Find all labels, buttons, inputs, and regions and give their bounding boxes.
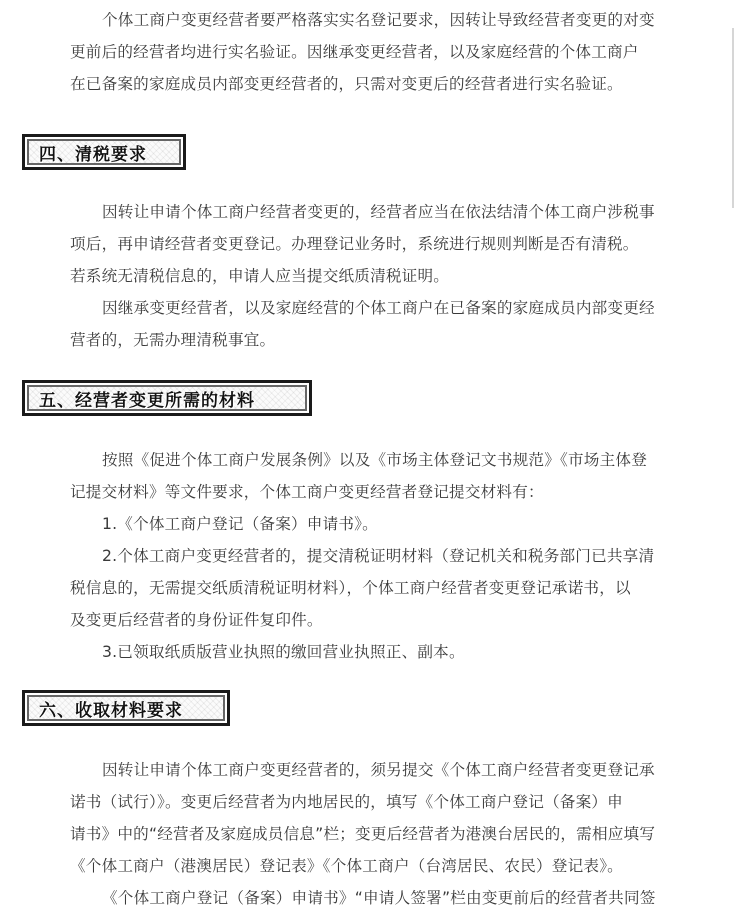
paragraph-line: 更前后的经营者均进行实名验证。因继承变更经营者，以及家庭经营的个体工商户 [70, 43, 639, 61]
paragraph-line: 《个体工商户（港澳居民）登记表》《个体工商户（台湾居民、农民）登记表》。 [70, 857, 623, 875]
paragraph-line: 1.《个体工商户登记（备案）申请书》。 [102, 515, 378, 533]
paragraph-line: 在已备案的家庭成员内部变更经营者的，只需对变更后的经营者进行实名验证。 [70, 75, 623, 93]
section-heading-text: 六、收取材料要求 [39, 700, 183, 721]
paragraph-line: 因继承变更经营者，以及家庭经营的个体工商户在已备案的家庭成员内部变更经 [102, 299, 655, 317]
list-item-application-form [70, 508, 702, 540]
paragraph-applicant-signature [70, 882, 702, 914]
list-item-tax-clearance-materials [70, 540, 702, 636]
section-heading-collection-requirements [22, 690, 230, 726]
paragraph-line: 若系统无清税信息的，申请人应当提交纸质清税证明。 [70, 267, 450, 285]
paragraph-line: 税信息的，无需提交纸质清税证明材料），个体工商户经营者变更登记承诺书，以 [70, 579, 631, 597]
paragraph-real-name-verification [70, 4, 702, 100]
section-heading-required-materials [22, 380, 312, 416]
section-heading-text: 四、清税要求 [39, 144, 147, 165]
paragraph-line: 3.已领取纸质版营业执照的缴回营业执照正、副本。 [102, 643, 465, 661]
paragraph-line: 及变更后经营者的身份证件复印件。 [70, 611, 323, 629]
section-heading-tax-clearance [22, 134, 186, 170]
paragraph-line: 因转让申请个体工商户变更经营者的，须另提交《个体工商户经营者变更登记承 [102, 761, 655, 779]
paragraph-line: 个体工商户变更经营者要严格落实实名登记要求，因转让导致经营者变更的对变 [102, 11, 655, 29]
paragraph-line: 按照《促进个体工商户发展条例》以及《市场主体登记文书规范》《市场主体登 [102, 451, 647, 469]
paragraph-line: 诺书（试行）》。变更后经营者为内地居民的，填写《个体工商户登记（备案）申 [70, 793, 623, 811]
paragraph-tax-clearance-inheritance [70, 292, 702, 356]
paragraph-line: 因转让申请个体工商户经营者变更的，经营者应当在依法结清个体工商户涉税事 [102, 203, 655, 221]
list-item-return-license [70, 636, 702, 668]
paragraph-line: 《个体工商户登记（备案）申请书》“申请人签署”栏由变更前后的经营者共同签 [102, 889, 656, 907]
paragraph-materials-intro [70, 444, 702, 508]
paragraph-line: 项后，再申请经营者变更登记。办理登记业务时，系统进行规则判断是否有清税。 [70, 235, 639, 253]
section-heading-text: 五、经营者变更所需的材料 [39, 390, 255, 411]
paragraph-line: 2.个体工商户变更经营者的，提交清税证明材料（登记机关和税务部门已共享清 [102, 547, 655, 565]
paragraph-line: 营者的，无需办理清税事宜。 [70, 331, 276, 349]
paragraph-line: 请书》中的“经营者及家庭成员信息”栏；变更后经营者为港澳台居民的，需相应填写 [70, 825, 656, 843]
paragraph-transfer-commitment [70, 754, 702, 882]
paragraph-tax-clearance-transfer [70, 196, 702, 292]
paragraph-line: 记提交材料》等文件要求，个体工商户变更经营者登记提交材料有： [70, 483, 544, 501]
